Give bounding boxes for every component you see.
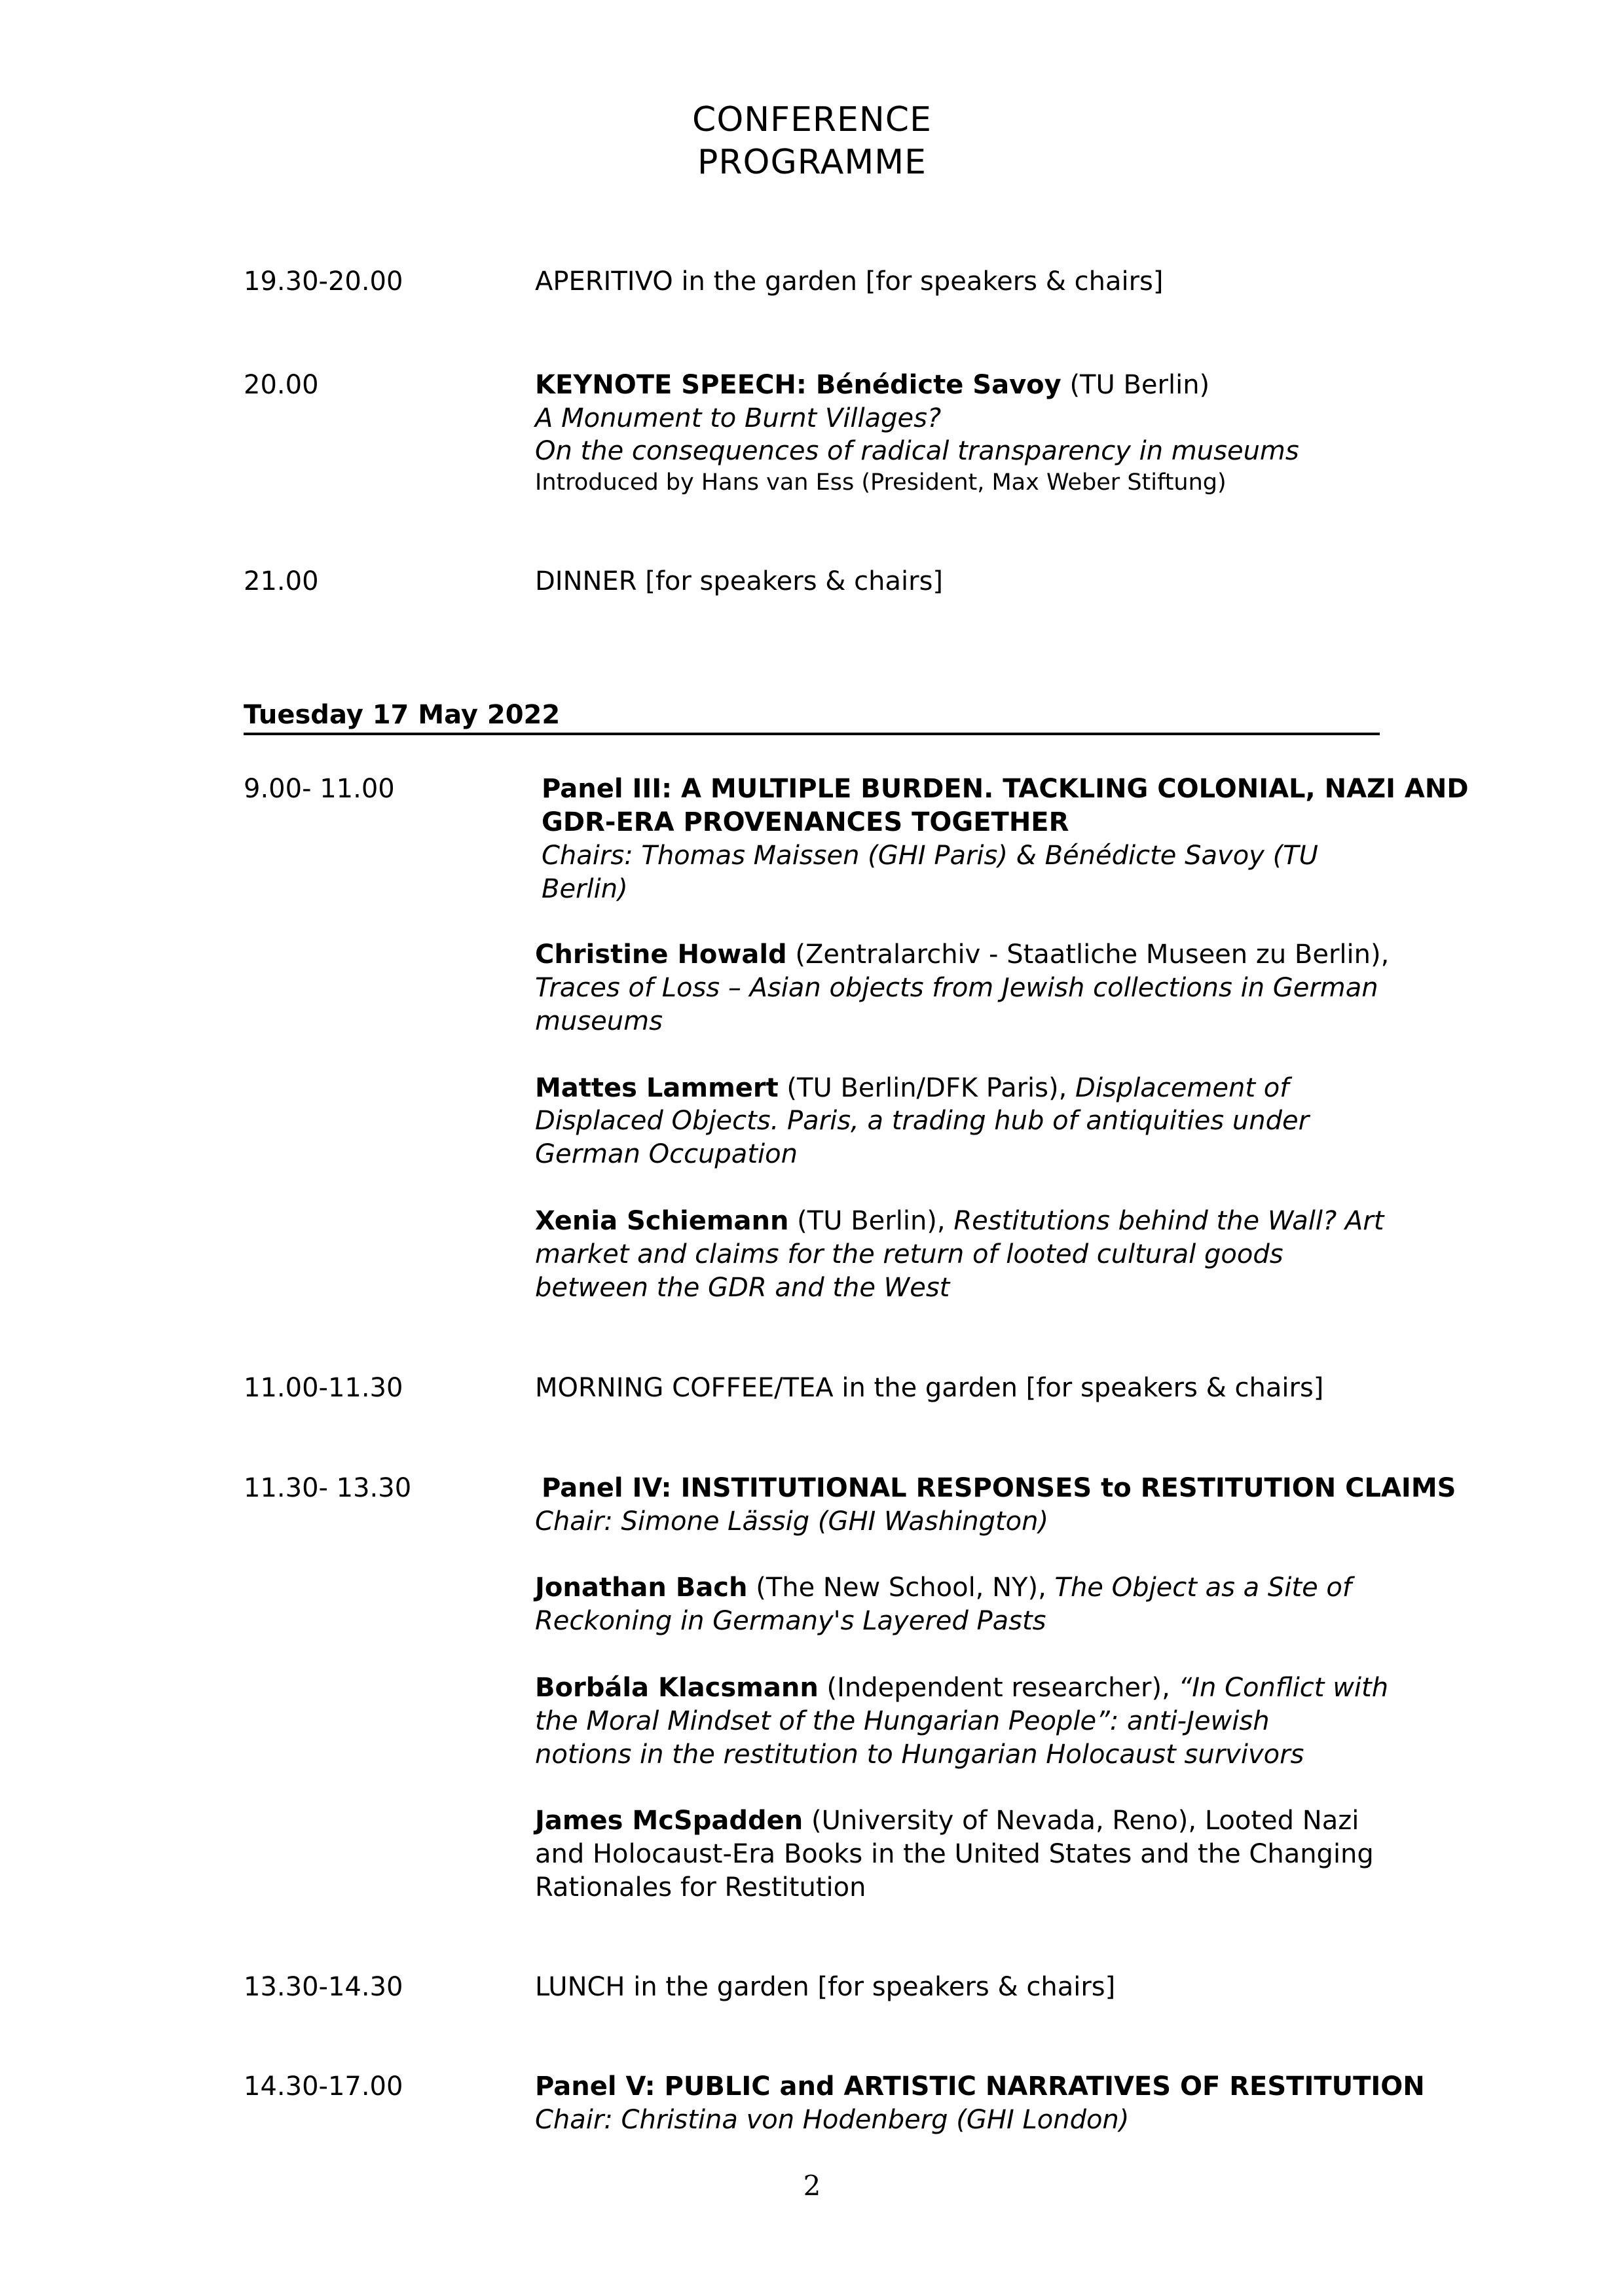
speaker-affiliation: (The New School, NY), (747, 1573, 1055, 1603)
speaker-affiliation: (Independent researcher), (818, 1673, 1179, 1703)
talk-lammert-line-2: Displaced Objects. Paris, a trading hub of antiquities under (535, 1106, 1310, 1136)
talk-lammert-line-3: German Occupation (535, 1139, 798, 1169)
talk-mcspadden-line-2: and Holocaust-Era Books in the United States and the Changing (535, 1839, 1374, 1869)
talk-schiemann-line-1 (535, 1208, 1384, 1234)
aperitivo-time: 19.30-20.00 (244, 266, 403, 297)
keynote-time: 20.00 (244, 370, 319, 400)
panel3-title-line-1: Panel III: A MULTIPLE BURDEN. TACKLING COLONIAL, NAZI AND (542, 774, 1469, 804)
panel3-chairs-line-1: Chairs: Thomas Maissen (GHI Paris) & Bénédicte Savoy (TU (542, 841, 1318, 871)
speaker-name: Mattes Lammert (535, 1073, 779, 1103)
speaker-name: Christine Howald (535, 939, 787, 970)
panel3-chairs-line-2: Berlin) (542, 874, 628, 904)
speaker-name: Xenia Schiemann (535, 1206, 789, 1236)
speaker-name: James McSpadden (535, 1806, 803, 1836)
coffee-time: 11.00-11.30 (244, 1373, 403, 1403)
dinner-label: DINNER [for speakers & chairs] (535, 566, 944, 596)
speaker-affiliation: (TU Berlin/DFK Paris), (778, 1073, 1076, 1103)
page-number: 2 (803, 2170, 821, 2202)
speaker-affiliation: (TU Berlin), (788, 1206, 954, 1236)
talk-howald-line-3: museums (535, 1006, 663, 1036)
keynote-title-line-1: A Monument to Burnt Villages? (535, 403, 942, 433)
talk-title-start: The Object as a Site of (1054, 1573, 1352, 1603)
talk-klacsmann-line-1 (535, 1675, 1388, 1701)
talk-title-start: “In Conflict with (1178, 1673, 1389, 1703)
aperitivo-label: APERITIVO in the garden [for speakers & chairs] (535, 266, 1164, 297)
panel4-time: 11.30- 13.30 (244, 1473, 412, 1503)
talk-howald-line-2: Traces of Loss – Asian objects from Jewish collections in German (535, 973, 1378, 1003)
talk-klacsmann-line-3: notions in the restitution to Hungarian Holocaust survivors (535, 1740, 1304, 1770)
talk-mcspadden-line-3: Rationales for Restitution (535, 1872, 866, 1903)
talk-bach-line-1 (535, 1575, 1352, 1601)
talk-klacsmann-line-2: the Moral Mindset of the Hungarian People”: anti-Jewish (535, 1706, 1270, 1736)
day-heading: Tuesday 17 May 2022 (244, 700, 561, 730)
coffee-label: MORNING COFFEE/TEA in the garden [for speakers & chairs] (535, 1373, 1324, 1403)
keynote-label: KEYNOTE SPEECH: Bénédicte Savoy (535, 370, 1061, 400)
talk-schiemann-line-3: between the GDR and the West (535, 1273, 950, 1303)
panel5-title: Panel V: PUBLIC and ARTISTIC NARRATIVES OF RESTITUTION (535, 2071, 1425, 2102)
panel3-title-line-2: GDR-ERA PROVENANCES TOGETHER (542, 807, 1069, 837)
title-line-2: PROGRAMME (697, 143, 927, 182)
talk-howald-line-1 (535, 941, 1389, 968)
panel5-chair: Chair: Christina von Hodenberg (GHI London) (535, 2105, 1130, 2135)
panel5-time: 14.30-17.00 (244, 2071, 403, 2102)
panel3-time: 9.00- 11.00 (244, 774, 395, 804)
speaker-name: Borbála Klacsmann (535, 1673, 819, 1703)
day-heading-rule (244, 733, 1380, 735)
dinner-time: 21.00 (244, 566, 319, 596)
talk-lammert-line-1 (535, 1075, 1289, 1101)
title-line-1: CONFERENCE (692, 100, 932, 139)
keynote-heading (535, 372, 1209, 398)
talk-schiemann-line-2: market and claims for the return of looted cultural goods (535, 1239, 1283, 1269)
lunch-time: 13.30-14.30 (244, 1972, 403, 2002)
speaker-affiliation: (University of Nevada, Reno), Looted Nazi (803, 1806, 1359, 1836)
panel4-title: Panel IV: INSTITUTIONAL RESPONSES to RESTITUTION CLAIMS (542, 1473, 1456, 1503)
talk-bach-line-2: Reckoning in Germany's Layered Pasts (535, 1606, 1046, 1636)
keynote-intro: Introduced by Hans van Ess (President, Max Weber Stiftung) (535, 469, 1227, 496)
speaker-affiliation: (Zentralarchiv - Staatliche Museen zu Berlin), (786, 939, 1390, 970)
talk-title-start: Displacement of (1075, 1073, 1289, 1103)
lunch-label: LUNCH in the garden [for speakers & chairs] (535, 1972, 1116, 2002)
talk-mcspadden-line-1 (535, 1808, 1359, 1834)
speaker-name: Jonathan Bach (535, 1573, 748, 1603)
keynote-affiliation: (TU Berlin) (1069, 370, 1210, 400)
keynote-title-line-2: On the consequences of radical transparency in museums (535, 436, 1299, 466)
panel4-chair: Chair: Simone Lässig (GHI Washington) (535, 1506, 1049, 1537)
talk-title-start: Restitutions behind the Wall? Art (953, 1206, 1384, 1236)
